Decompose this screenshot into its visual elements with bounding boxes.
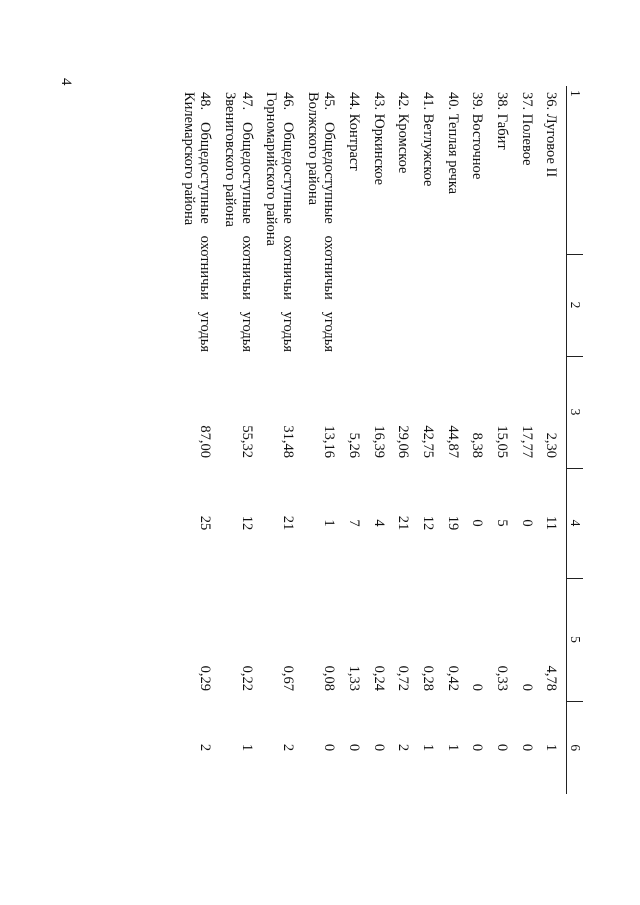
col-5-value: 0,22 [238, 665, 255, 691]
table-row [341, 86, 366, 794]
col-3-value: 16,39 [370, 425, 387, 458]
table-row [514, 86, 539, 794]
header-col-4: 4 [567, 468, 583, 578]
col-6-value: 1 [238, 743, 255, 752]
col-4-value: 12 [238, 515, 255, 531]
header-row [567, 86, 583, 794]
col-5-value: 0,28 [420, 665, 437, 691]
table-row [539, 86, 567, 794]
col-3-value: 31,48 [280, 425, 297, 458]
header-col-2: 2 [567, 254, 583, 356]
col-5-value: 0,67 [280, 665, 297, 691]
ground-name-cell: 36. Луговое II [543, 92, 560, 178]
table-row [489, 86, 514, 794]
col-6-value: 0 [494, 743, 511, 752]
hunting-grounds-table [176, 86, 583, 794]
col-5-value: 0,29 [197, 665, 214, 691]
col-3-value: 17,77 [518, 425, 535, 458]
ground-name-cell: 40. Теплая речка [444, 92, 461, 195]
table-row [259, 86, 300, 794]
col-6-value: 2 [395, 743, 412, 752]
col-4-value: 0 [518, 519, 535, 527]
col-4-value: 21 [280, 515, 297, 531]
col-4-value: 21 [395, 515, 412, 531]
col-4-value: 7 [346, 519, 363, 527]
ground-name-cell: 48. Общедоступные охотничьи угодья Килемарского района [180, 92, 214, 352]
col-5-value: 0,72 [395, 665, 412, 691]
header-col-5: 5 [567, 578, 583, 701]
header-col-6: 6 [567, 701, 583, 794]
table-row [415, 86, 440, 794]
col-3-value: 13,16 [321, 425, 338, 458]
ground-name-cell: 41. Ветлужское [420, 92, 437, 187]
col-3-value: 42,75 [420, 425, 437, 458]
table-row [391, 86, 416, 794]
ground-name-cell: 37. Полевое [518, 92, 535, 166]
col-3-value: 15,05 [494, 425, 511, 458]
table-row [217, 86, 258, 794]
col-4-value: 25 [197, 515, 214, 531]
ground-name-cell: 43. Юркинское [370, 92, 387, 186]
col-6-value: 0 [321, 743, 338, 752]
col-6-value: 0 [518, 743, 535, 752]
col-5-value: 1,33 [346, 665, 363, 691]
col-5-value: 4,78 [543, 665, 560, 691]
col-6-value: 1 [543, 743, 560, 752]
table-row [366, 86, 391, 794]
col-4-value: 0 [469, 519, 486, 527]
col-3-value: 29,06 [395, 425, 412, 458]
table-row [465, 86, 490, 794]
col-3-value: 8,38 [469, 432, 486, 458]
col-3-value: 87,00 [197, 425, 214, 458]
table-row [176, 86, 217, 794]
ground-name-cell: 45. Общедоступные охотничьи угодья Волжского района [304, 92, 338, 352]
col-5-value: 0 [469, 683, 486, 691]
ground-name-cell: 46. Общедоступные охотничьи угодья Горномарийского района [263, 92, 297, 352]
col-4-value: 4 [370, 519, 387, 527]
ground-name-cell: 44. Контраст [346, 92, 363, 171]
col-5-value: 0,33 [494, 665, 511, 691]
col-4-value: 11 [543, 516, 560, 530]
col-4-value: 1 [321, 519, 338, 527]
col-6-value: 0 [346, 743, 363, 752]
col-6-value: 1 [444, 743, 461, 752]
col-4-value: 19 [444, 515, 461, 531]
col-4-value: 5 [494, 519, 511, 527]
col-5-value: 0,24 [370, 665, 387, 691]
col-3-value: 44,87 [444, 425, 461, 458]
ground-name-cell: 39. Восточное [469, 92, 486, 180]
col-6-value: 2 [280, 743, 297, 752]
page-number: 4 [58, 78, 74, 86]
table-row [440, 86, 465, 794]
col-6-value: 2 [197, 743, 214, 752]
header-col-3: 3 [567, 356, 583, 468]
col-6-value: 1 [420, 743, 437, 752]
col-3-value: 2,30 [543, 432, 560, 458]
table-body [176, 86, 567, 794]
col-3-value: 5,26 [346, 432, 363, 458]
col-6-value: 0 [370, 743, 387, 752]
col-5-value: 0 [518, 683, 535, 691]
header-col-1: 1 [567, 86, 583, 254]
ground-name-cell: 38. Габит [494, 92, 511, 150]
col-3-value: 55,32 [238, 425, 255, 458]
table-row [300, 86, 341, 794]
rotated-table-sheet [0, 86, 583, 856]
col-6-value: 0 [469, 743, 486, 752]
col-4-value: 12 [420, 515, 437, 531]
ground-name-cell: 47. Общедоступные охотничьи угодья Звениговского района [222, 92, 255, 352]
ground-name-cell: 42. Кромское [395, 92, 412, 174]
col-5-value: 0,42 [444, 665, 461, 691]
col-5-value: 0,08 [321, 665, 338, 691]
